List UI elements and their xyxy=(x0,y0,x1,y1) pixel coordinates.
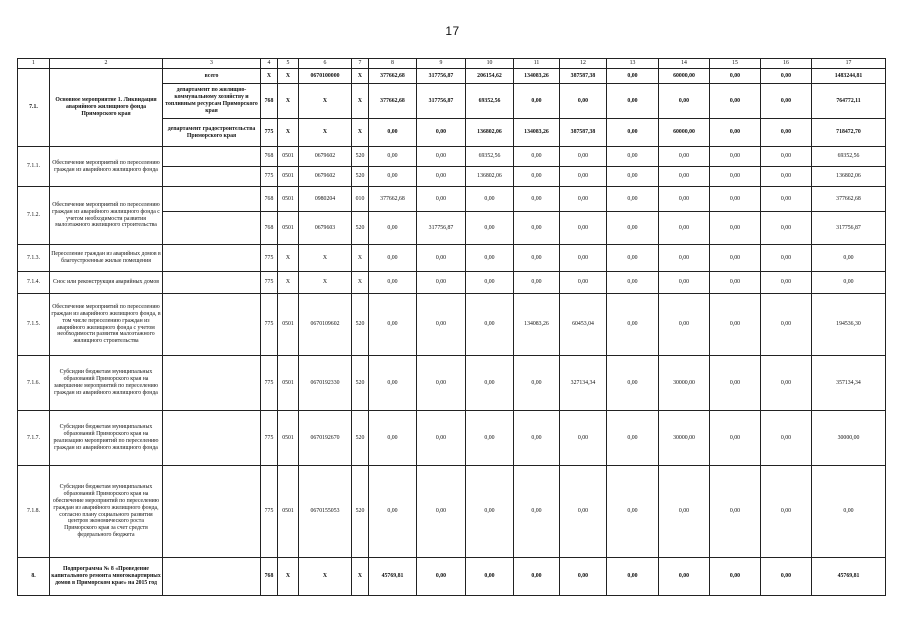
value-cell: Х xyxy=(299,558,352,596)
value-cell: 0,00 xyxy=(710,187,761,212)
table-row xyxy=(18,245,886,272)
table-row xyxy=(18,147,886,167)
table-row xyxy=(18,558,886,596)
value-cell: 0,00 xyxy=(514,147,560,167)
executor-cell: всего xyxy=(163,69,261,84)
value-cell: 30000,00 xyxy=(659,356,710,411)
value-cell: 0,00 xyxy=(607,245,659,272)
value-cell: Х xyxy=(299,245,352,272)
value-cell: 775 xyxy=(261,294,278,356)
column-header: 13 xyxy=(607,59,659,69)
value-cell: 136802,06 xyxy=(812,167,886,187)
value-cell: 60453,04 xyxy=(560,294,607,356)
value-cell: 0,00 xyxy=(761,167,812,187)
value-cell: 0,00 xyxy=(659,294,710,356)
value-cell: 775 xyxy=(261,272,278,294)
value-cell: 520 xyxy=(352,294,369,356)
value-cell: 60000,00 xyxy=(659,69,710,84)
table-row xyxy=(18,294,886,356)
value-cell: 0,00 xyxy=(369,272,417,294)
column-header: 12 xyxy=(560,59,607,69)
value-cell: 0,00 xyxy=(514,167,560,187)
value-cell: 317756,87 xyxy=(417,69,466,84)
value-cell: 0,00 xyxy=(514,356,560,411)
value-cell: 520 xyxy=(352,356,369,411)
value-cell: 0,00 xyxy=(514,187,560,212)
row-name: Обеспечение мероприятий по переселению граждан из аварийного жилищного фонда xyxy=(50,147,163,187)
column-header: 17 xyxy=(812,59,886,69)
value-cell: 0,00 xyxy=(369,245,417,272)
value-cell: 0501 xyxy=(278,466,299,558)
value-cell: 0,00 xyxy=(659,187,710,212)
value-cell: 0,00 xyxy=(417,294,466,356)
value-cell: 134083,26 xyxy=(514,294,560,356)
value-cell: 0,00 xyxy=(560,147,607,167)
value-cell: 194536,30 xyxy=(812,294,886,356)
value-cell: 0,00 xyxy=(761,212,812,245)
value-cell: 764772,11 xyxy=(812,84,886,119)
value-cell: 0,00 xyxy=(607,84,659,119)
value-cell: 0,00 xyxy=(761,411,812,466)
value-cell: 0,00 xyxy=(761,147,812,167)
executor-cell xyxy=(163,167,261,187)
executor-cell: департамент по жилищно-коммунальному хозяйству и топливным ресурсам Приморского края xyxy=(163,84,261,119)
executor-cell xyxy=(163,411,261,466)
value-cell: 45769,81 xyxy=(812,558,886,596)
value-cell: 0,00 xyxy=(560,558,607,596)
value-cell: 0,00 xyxy=(659,212,710,245)
value-cell: 0,00 xyxy=(369,147,417,167)
value-cell: 0,00 xyxy=(417,167,466,187)
value-cell: 0,00 xyxy=(761,69,812,84)
value-cell: 768 xyxy=(261,84,278,119)
value-cell: 30000,00 xyxy=(812,411,886,466)
value-cell: Х xyxy=(352,272,369,294)
row-name: Субсидии бюджетам муниципальных образований Приморского края на реализацию мероприятий по переселению граждан из аварийного жилищного фонда xyxy=(50,411,163,466)
value-cell: 0,00 xyxy=(466,558,514,596)
table-row xyxy=(18,466,886,558)
table-row xyxy=(18,187,886,212)
value-cell: 0,00 xyxy=(761,356,812,411)
row-code: 7.1.6. xyxy=(18,356,50,411)
value-cell: 0,00 xyxy=(761,272,812,294)
value-cell: 0,00 xyxy=(514,272,560,294)
value-cell: 136802,06 xyxy=(466,167,514,187)
value-cell: Х xyxy=(278,272,299,294)
value-cell: 0,00 xyxy=(560,245,607,272)
value-cell: 0,00 xyxy=(607,212,659,245)
column-header: 5 xyxy=(278,59,299,69)
column-header: 3 xyxy=(163,59,261,69)
table-row xyxy=(18,356,886,411)
value-cell: 0,00 xyxy=(607,69,659,84)
value-cell: 0,00 xyxy=(607,411,659,466)
value-cell: 0,00 xyxy=(812,466,886,558)
column-header: 4 xyxy=(261,59,278,69)
value-cell: 0,00 xyxy=(659,558,710,596)
column-header: 11 xyxy=(514,59,560,69)
row-code: 7.1.2. xyxy=(18,187,50,245)
value-cell: Х xyxy=(299,119,352,147)
value-cell: 768 xyxy=(261,558,278,596)
value-cell: 0,00 xyxy=(417,411,466,466)
value-cell: 0,00 xyxy=(607,167,659,187)
row-name: Снос или реконструкция аварийных домов xyxy=(50,272,163,294)
value-cell: 0,00 xyxy=(514,558,560,596)
value-cell: 0,00 xyxy=(466,187,514,212)
value-cell: 69352,56 xyxy=(466,84,514,119)
value-cell: 0,00 xyxy=(466,411,514,466)
value-cell: 0679602 xyxy=(299,147,352,167)
row-name: Переселение граждан из аварийных домов в благоустроенные жилые помещения xyxy=(50,245,163,272)
value-cell: 0,00 xyxy=(369,167,417,187)
value-cell: 0,00 xyxy=(369,411,417,466)
value-cell: 377662,68 xyxy=(369,187,417,212)
executor-cell xyxy=(163,272,261,294)
value-cell: 0,00 xyxy=(466,245,514,272)
value-cell: 387587,38 xyxy=(560,119,607,147)
value-cell: 0,00 xyxy=(710,119,761,147)
value-cell: 0670155053 xyxy=(299,466,352,558)
value-cell: Х xyxy=(278,84,299,119)
value-cell: 0501 xyxy=(278,294,299,356)
value-cell: 357134,34 xyxy=(812,356,886,411)
value-cell: 0,00 xyxy=(417,466,466,558)
value-cell: 377662,68 xyxy=(369,69,417,84)
value-cell: 69352,56 xyxy=(812,147,886,167)
value-cell: 136802,06 xyxy=(466,119,514,147)
value-cell: 0,00 xyxy=(369,212,417,245)
value-cell: 0,00 xyxy=(560,212,607,245)
value-cell: 377662,68 xyxy=(369,84,417,119)
executor-cell xyxy=(163,294,261,356)
value-cell: 0,00 xyxy=(417,187,466,212)
value-cell: 520 xyxy=(352,212,369,245)
value-cell: 0,00 xyxy=(812,272,886,294)
value-cell: 0,00 xyxy=(607,119,659,147)
value-cell: 0,00 xyxy=(607,558,659,596)
value-cell: 0,00 xyxy=(369,119,417,147)
column-header: 14 xyxy=(659,59,710,69)
budget-table xyxy=(17,58,886,596)
value-cell: 0,00 xyxy=(812,245,886,272)
value-cell: 60000,00 xyxy=(659,119,710,147)
column-header: 6 xyxy=(299,59,352,69)
value-cell: 0,00 xyxy=(560,466,607,558)
value-cell: 377662,68 xyxy=(812,187,886,212)
value-cell: 520 xyxy=(352,147,369,167)
value-cell: Х xyxy=(352,245,369,272)
executor-cell xyxy=(163,356,261,411)
executor-cell xyxy=(163,558,261,596)
value-cell: 134083,26 xyxy=(514,119,560,147)
table-row xyxy=(18,411,886,466)
value-cell: 0,00 xyxy=(369,356,417,411)
value-cell: 775 xyxy=(261,245,278,272)
value-cell: 775 xyxy=(261,411,278,466)
value-cell: 0,00 xyxy=(761,466,812,558)
value-cell: 0,00 xyxy=(514,212,560,245)
value-cell: 0,00 xyxy=(417,147,466,167)
row-name: Обеспечение мероприятий по переселению граждан из аварийного жилищного фонда с учетом необходимости развития малоэтажного жилищного строительства xyxy=(50,187,163,245)
value-cell: Х xyxy=(299,272,352,294)
page-number: 17 xyxy=(445,24,460,38)
executor-cell xyxy=(163,147,261,167)
value-cell: 0,00 xyxy=(514,84,560,119)
value-cell: 768 xyxy=(261,187,278,212)
value-cell: 0501 xyxy=(278,212,299,245)
column-header: 2 xyxy=(50,59,163,69)
value-cell: 0,00 xyxy=(659,466,710,558)
value-cell: 0,00 xyxy=(466,212,514,245)
value-cell: 0,00 xyxy=(761,119,812,147)
value-cell: 010 xyxy=(352,187,369,212)
header-row xyxy=(18,59,886,69)
column-header: 8 xyxy=(369,59,417,69)
value-cell: 0,00 xyxy=(466,272,514,294)
value-cell: Х xyxy=(352,119,369,147)
value-cell: Х xyxy=(278,119,299,147)
column-header: 1 xyxy=(18,59,50,69)
row-code: 7.1.3. xyxy=(18,245,50,272)
value-cell: 768 xyxy=(261,212,278,245)
value-cell: 387587,38 xyxy=(560,69,607,84)
value-cell: 0,00 xyxy=(710,69,761,84)
row-name: Субсидии бюджетам муниципальных образований Приморского края на обеспечение мероприятий по переселению граждан из аварийного жилищного фонда, согласно плану социального развития центров экономического роста Приморского края за счет средств федерального бюджета xyxy=(50,466,163,558)
value-cell: 0501 xyxy=(278,187,299,212)
executor-cell: департамент градостроительства Приморского края xyxy=(163,119,261,147)
value-cell: 0,00 xyxy=(607,272,659,294)
row-code: 7.1.1. xyxy=(18,147,50,187)
value-cell: 0,00 xyxy=(514,411,560,466)
value-cell: 0,00 xyxy=(710,356,761,411)
value-cell: 0,00 xyxy=(560,167,607,187)
value-cell: 0,00 xyxy=(560,411,607,466)
value-cell: 0670192670 xyxy=(299,411,352,466)
value-cell: 775 xyxy=(261,466,278,558)
value-cell: 0670100000 xyxy=(299,69,352,84)
value-cell: 0501 xyxy=(278,411,299,466)
row-name: Подпрограмма № 8 «Проведение капитального ремонта многоквартирных домов в Приморском крае» на 2015 год xyxy=(50,558,163,596)
executor-cell xyxy=(163,212,261,245)
value-cell: 317756,87 xyxy=(812,212,886,245)
value-cell: 0,00 xyxy=(560,272,607,294)
value-cell: 0,00 xyxy=(710,84,761,119)
value-cell: 520 xyxy=(352,411,369,466)
executor-cell xyxy=(163,245,261,272)
executor-cell xyxy=(163,187,261,212)
row-name: Субсидии бюджетам муниципальных образований Приморского края на завершение мероприятий по переселению граждан из аварийного жилищного фонда xyxy=(50,356,163,411)
value-cell: 69352,56 xyxy=(466,147,514,167)
value-cell: 0,00 xyxy=(466,294,514,356)
value-cell: 718472,70 xyxy=(812,119,886,147)
value-cell: 775 xyxy=(261,356,278,411)
value-cell: 30000,00 xyxy=(659,411,710,466)
value-cell: 0,00 xyxy=(560,84,607,119)
row-code: 7.1.5. xyxy=(18,294,50,356)
value-cell: 0,00 xyxy=(417,356,466,411)
value-cell: 0679603 xyxy=(299,212,352,245)
value-cell: 0,00 xyxy=(466,356,514,411)
value-cell: 0501 xyxy=(278,356,299,411)
value-cell: 327134,34 xyxy=(560,356,607,411)
executor-cell xyxy=(163,466,261,558)
value-cell: 134083,26 xyxy=(514,69,560,84)
value-cell: 0,00 xyxy=(710,466,761,558)
value-cell: 0,00 xyxy=(710,272,761,294)
value-cell: 317756,87 xyxy=(417,212,466,245)
value-cell: Х xyxy=(261,69,278,84)
value-cell: 0,00 xyxy=(466,466,514,558)
value-cell: 0,00 xyxy=(761,558,812,596)
value-cell: 0,00 xyxy=(761,294,812,356)
column-header: 9 xyxy=(417,59,466,69)
value-cell: 0,00 xyxy=(369,294,417,356)
value-cell: 0,00 xyxy=(417,245,466,272)
value-cell: 0980204 xyxy=(299,187,352,212)
value-cell: 0501 xyxy=(278,147,299,167)
value-cell: Х xyxy=(278,69,299,84)
value-cell: 0,00 xyxy=(710,167,761,187)
value-cell: 0,00 xyxy=(514,466,560,558)
value-cell: 0,00 xyxy=(607,356,659,411)
value-cell: 45769,81 xyxy=(369,558,417,596)
value-cell: Х xyxy=(352,69,369,84)
column-header: 7 xyxy=(352,59,369,69)
value-cell: 0,00 xyxy=(607,466,659,558)
value-cell: 0,00 xyxy=(417,272,466,294)
row-code: 7.1. xyxy=(18,69,50,147)
value-cell: 0,00 xyxy=(710,294,761,356)
value-cell: 0,00 xyxy=(659,147,710,167)
table-row xyxy=(18,272,886,294)
value-cell: Х xyxy=(352,84,369,119)
value-cell: 1483244,81 xyxy=(812,69,886,84)
value-cell: 520 xyxy=(352,466,369,558)
value-cell: 0,00 xyxy=(710,245,761,272)
value-cell: 520 xyxy=(352,167,369,187)
value-cell: 0670109602 xyxy=(299,294,352,356)
value-cell: 0,00 xyxy=(659,84,710,119)
value-cell: 0,00 xyxy=(417,119,466,147)
row-code: 7.1.4. xyxy=(18,272,50,294)
value-cell: 0,00 xyxy=(417,558,466,596)
value-cell: Х xyxy=(352,558,369,596)
value-cell: 0,00 xyxy=(607,147,659,167)
value-cell: 317756,87 xyxy=(417,84,466,119)
row-name: Обеспечение мероприятий по переселению граждан из аварийного жилищного фонда, в том числе переселению граждан из аварийного жилищного фонда с учетом необходимости развития малоэтажного жилищного строительства xyxy=(50,294,163,356)
value-cell: 0670192330 xyxy=(299,356,352,411)
row-code: 7.1.8. xyxy=(18,466,50,558)
value-cell: 0,00 xyxy=(659,245,710,272)
value-cell: 0,00 xyxy=(710,212,761,245)
row-code: 8. xyxy=(18,558,50,596)
value-cell: 775 xyxy=(261,119,278,147)
value-cell: 0,00 xyxy=(761,84,812,119)
value-cell: Х xyxy=(299,84,352,119)
column-header: 10 xyxy=(466,59,514,69)
value-cell: 0,00 xyxy=(659,272,710,294)
value-cell: 0,00 xyxy=(607,187,659,212)
value-cell: Х xyxy=(278,245,299,272)
value-cell: 0,00 xyxy=(560,187,607,212)
value-cell: 0679602 xyxy=(299,167,352,187)
value-cell: 0501 xyxy=(278,167,299,187)
value-cell: 0,00 xyxy=(761,245,812,272)
row-code: 7.1.7. xyxy=(18,411,50,466)
column-header: 16 xyxy=(761,59,812,69)
value-cell: Х xyxy=(278,558,299,596)
value-cell: 0,00 xyxy=(710,147,761,167)
value-cell: 775 xyxy=(261,167,278,187)
value-cell: 0,00 xyxy=(761,187,812,212)
value-cell: 0,00 xyxy=(710,411,761,466)
table-row xyxy=(18,69,886,84)
value-cell: 0,00 xyxy=(514,245,560,272)
column-header: 15 xyxy=(710,59,761,69)
value-cell: 0,00 xyxy=(607,294,659,356)
value-cell: 0,00 xyxy=(369,466,417,558)
row-name: Основное мероприятие 1. Ликвидация аварийного жилищного фонда Приморского края xyxy=(50,69,163,147)
value-cell: 206154,62 xyxy=(466,69,514,84)
value-cell: 0,00 xyxy=(710,558,761,596)
value-cell: 0,00 xyxy=(659,167,710,187)
value-cell: 768 xyxy=(261,147,278,167)
